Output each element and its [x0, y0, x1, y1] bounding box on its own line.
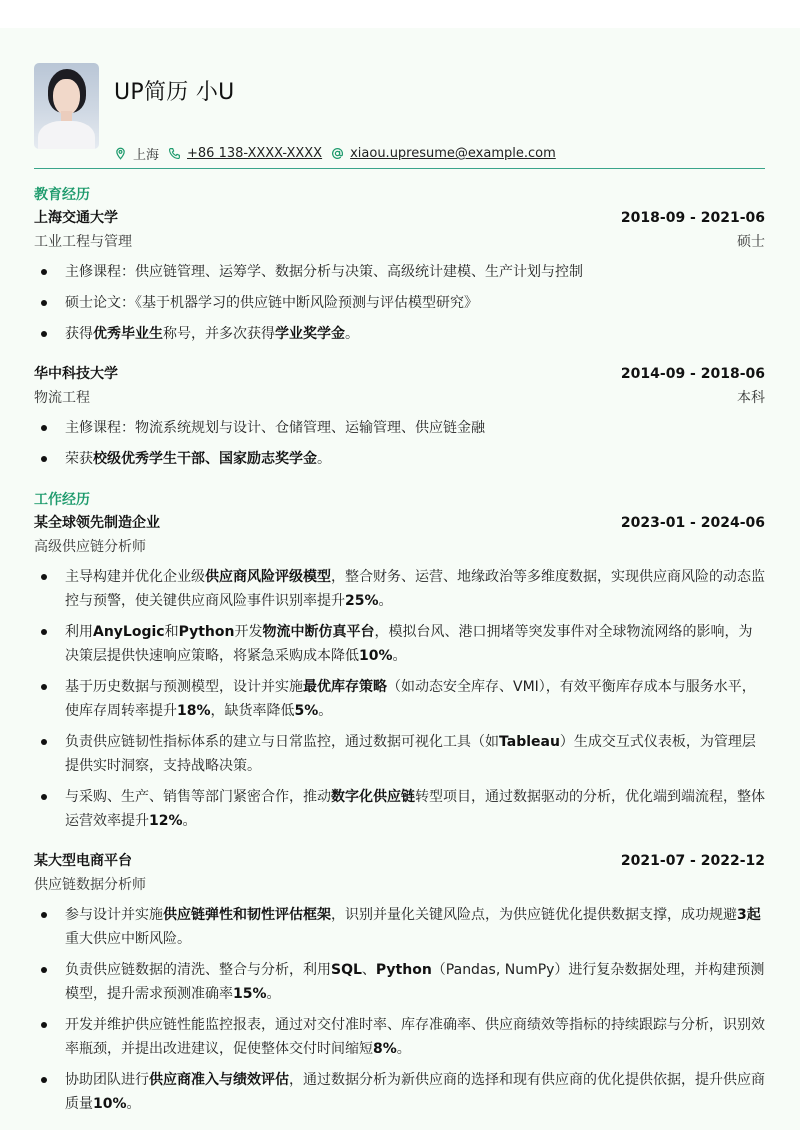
- bullet-list: [34, 903, 765, 1116]
- resume-content: [34, 184, 765, 1123]
- bullet-text: 、: [361, 962, 376, 978]
- bullet-text: 基于历史数据与预测模型，设计并实施: [65, 679, 303, 695]
- highlight-text: 供应商准入与绩效评估: [149, 1072, 289, 1088]
- bullet-text: 。: [317, 451, 331, 467]
- work-entry: [34, 511, 765, 833]
- bullet-item: [34, 675, 765, 723]
- bullet-item: [34, 1013, 765, 1061]
- entry-header: [34, 849, 765, 873]
- entry-subheader: [34, 873, 765, 897]
- map-pin-icon: [114, 147, 127, 160]
- degree: 硕士: [737, 234, 765, 250]
- bullet-text: ，识别并量化关键风险点，为供应链优化提供数据支撑，成功规避: [331, 907, 737, 923]
- bullet-list: [34, 565, 765, 833]
- highlight-text: 数字化供应链: [331, 789, 415, 805]
- bullet-text: 。: [392, 648, 407, 664]
- entry-subheader: [34, 386, 765, 410]
- avatar: [34, 63, 99, 149]
- bullet-text: ，通过数据分析为新供应商的选择和现有供应商的优化提供依据，提升供应商质量: [65, 1072, 765, 1112]
- job-role: 供应链数据分析师: [34, 877, 146, 893]
- resume-page: [0, 28, 800, 1130]
- bullet-text: 负责供应链数据的清洗、整合与分析，利用: [65, 962, 331, 978]
- bullet-text: 负责供应链韧性指标体系的建立与日常监控，通过数据可视化工具（如: [65, 734, 499, 750]
- highlight-text: 12%: [149, 813, 183, 829]
- period: 2023-01 - 2024-06: [620, 515, 765, 531]
- bullet-text: 和: [164, 624, 179, 640]
- entry-subheader: [34, 230, 765, 254]
- bullet-text: 。: [318, 703, 333, 719]
- resume-header: [34, 63, 765, 163]
- highlight-text: 学业奖学金: [275, 326, 345, 342]
- highlight-text: 10%: [359, 648, 393, 664]
- phone-link[interactable]: +86 138-XXXX-XXXX: [187, 146, 323, 161]
- bullet-item: [34, 322, 765, 346]
- highlight-text: SQL: [331, 962, 362, 978]
- bullet-text: 重大供应中断风险。: [65, 931, 191, 947]
- bullet-text: ，缺货率降低: [210, 703, 295, 719]
- highlight-text: 10%: [93, 1096, 127, 1112]
- major: 物流工程: [34, 390, 90, 406]
- avatar-shirt: [38, 121, 95, 149]
- spacer: [34, 478, 765, 489]
- avatar-face: [53, 79, 80, 115]
- bullet-text: 协助团队进行: [65, 1072, 149, 1088]
- at-sign-icon: [331, 147, 344, 160]
- highlight-text: Python: [178, 624, 235, 640]
- bullet-text: 称号，并多次获得: [163, 326, 275, 342]
- bullet-item: [34, 785, 765, 833]
- highlight-text: 8%: [373, 1041, 397, 1057]
- highlight-text: 18%: [177, 703, 211, 719]
- bullet-text: 获得: [65, 326, 93, 342]
- bullet-text: 开发并维护供应链性能监控报表，通过对交付准时率、库存准确率、供应商绩效等指标的持续跟踪与分析，识别效率瓶颈，并提出改进建议，促使整体交付时间缩短: [65, 1017, 765, 1057]
- highlight-text: Tableau: [499, 734, 560, 750]
- entry-subheader: [34, 535, 765, 559]
- highlight-text: 最优库存策略: [303, 679, 387, 695]
- section-title-education: 教育经历: [34, 187, 90, 203]
- education-entry: [34, 362, 765, 471]
- entry-header: [34, 362, 765, 386]
- bullet-text: 利用: [65, 624, 93, 640]
- education-entry: [34, 206, 765, 346]
- section-title-work: 工作经历: [34, 492, 90, 508]
- bullet-item: [34, 903, 765, 951]
- bullet-text: 主修课程：物流系统规划与设计、仓储管理、运输管理、供应链金融: [65, 420, 485, 436]
- bullet-item: [34, 620, 765, 668]
- bullet-text: 转型项目，通过数据驱动的分析，优化端到端流程，整体运营效率提升: [65, 789, 765, 829]
- highlight-text: Python: [375, 962, 432, 978]
- highlight-text: AnyLogic: [93, 624, 165, 640]
- education-section: [34, 184, 765, 471]
- location-text: 上海: [133, 148, 160, 163]
- contact-location: [114, 144, 159, 163]
- bullet-text: （如动态安全库存、VMI），有效平衡库存成本与服务水平，使库存周转率提升: [65, 679, 756, 719]
- school-name: 华中科技大学: [34, 366, 118, 382]
- company-name: 某全球领先制造企业: [34, 515, 160, 531]
- bullet-text: 。: [126, 1096, 141, 1112]
- bullet-text: （Pandas, NumPy）进行复杂数据处理，并构建预测模型，提升需求预测准确率: [65, 962, 765, 1002]
- contact-info: [114, 144, 565, 163]
- bullet-item: [34, 260, 765, 284]
- bullet-text: 荣获: [65, 451, 93, 467]
- bullet-item: [34, 447, 765, 471]
- period: 2018-09 - 2021-06: [620, 210, 765, 226]
- highlight-text: 优秀毕业生: [93, 326, 163, 342]
- bullet-item: [34, 565, 765, 613]
- bullet-text: 与采购、生产、销售等部门紧密合作，推动: [65, 789, 331, 805]
- job-role: 高级供应链分析师: [34, 539, 146, 555]
- bullet-item: [34, 291, 765, 315]
- bullet-text: 。: [345, 326, 359, 342]
- spacer: [34, 353, 765, 362]
- highlight-text: 15%: [233, 986, 267, 1002]
- period: 2014-09 - 2018-06: [620, 366, 765, 382]
- contact-email: [331, 146, 556, 161]
- work-entry: [34, 849, 765, 1116]
- bullet-text: ，整合财务、运营、地缘政治等多维度数据，实现供应商风险的动态监控与预警，使关键供应商风险事件识别率提升: [65, 569, 765, 609]
- spacer: [34, 840, 765, 849]
- bullet-text: ）生成交互式仪表板，为管理层提供实时洞察，支持战略决策。: [65, 734, 756, 774]
- entry-header: [34, 206, 765, 230]
- bullet-text: ，模拟台风、港口拥堵等突发事件对全球物流网络的影响，为决策层提供快速响应策略，将紧急采购成本降低: [65, 624, 753, 664]
- entry-header: [34, 511, 765, 535]
- highlight-text: 供应链弹性和韧性评估框架: [163, 907, 331, 923]
- highlight-text: 物流中断仿真平台: [262, 624, 375, 640]
- bullet-text: 硕士论文：《基于机器学习的供应链中断风险预测与评估模型研究》: [65, 295, 478, 311]
- bullet-text: 。: [266, 986, 281, 1002]
- company-name: 某大型电商平台: [34, 853, 132, 869]
- period: 2021-07 - 2022-12: [620, 853, 765, 869]
- bullet-text: 。: [378, 593, 393, 609]
- highlight-text: 5%: [294, 703, 319, 719]
- bullet-text: 主导构建并优化企业级: [65, 569, 205, 585]
- bullet-text: 开发: [234, 624, 263, 640]
- bullet-item: [34, 730, 765, 778]
- bullet-text: 参与设计并实施: [65, 907, 163, 923]
- highlight-text: 校级优秀学生干部、国家励志奖学金: [93, 451, 317, 467]
- bullet-item: [34, 416, 765, 440]
- bullet-list: [34, 260, 765, 346]
- bullet-text: 主修课程：供应链管理、运筹学、数据分析与决策、高级统计建模、生产计划与控制: [65, 264, 583, 280]
- phone-icon: [168, 147, 181, 160]
- contact-phone: [168, 146, 322, 161]
- header-divider: [34, 168, 765, 169]
- highlight-text: 3起: [737, 907, 761, 923]
- bullet-text: 。: [182, 813, 197, 829]
- bullet-item: [34, 958, 765, 1006]
- bullet-text: 。: [396, 1041, 411, 1057]
- highlight-text: 25%: [345, 593, 379, 609]
- degree: 本科: [737, 390, 765, 406]
- bullet-item: [34, 1068, 765, 1116]
- work-section: [34, 489, 765, 1116]
- bullet-list: [34, 416, 765, 471]
- email-link[interactable]: xiaou.upresume@example.com: [350, 146, 556, 161]
- candidate-name: UP简历 小U: [114, 80, 235, 105]
- major: 工业工程与管理: [34, 234, 132, 250]
- highlight-text: 供应商风险评级模型: [205, 569, 331, 585]
- school-name: 上海交通大学: [34, 210, 118, 226]
